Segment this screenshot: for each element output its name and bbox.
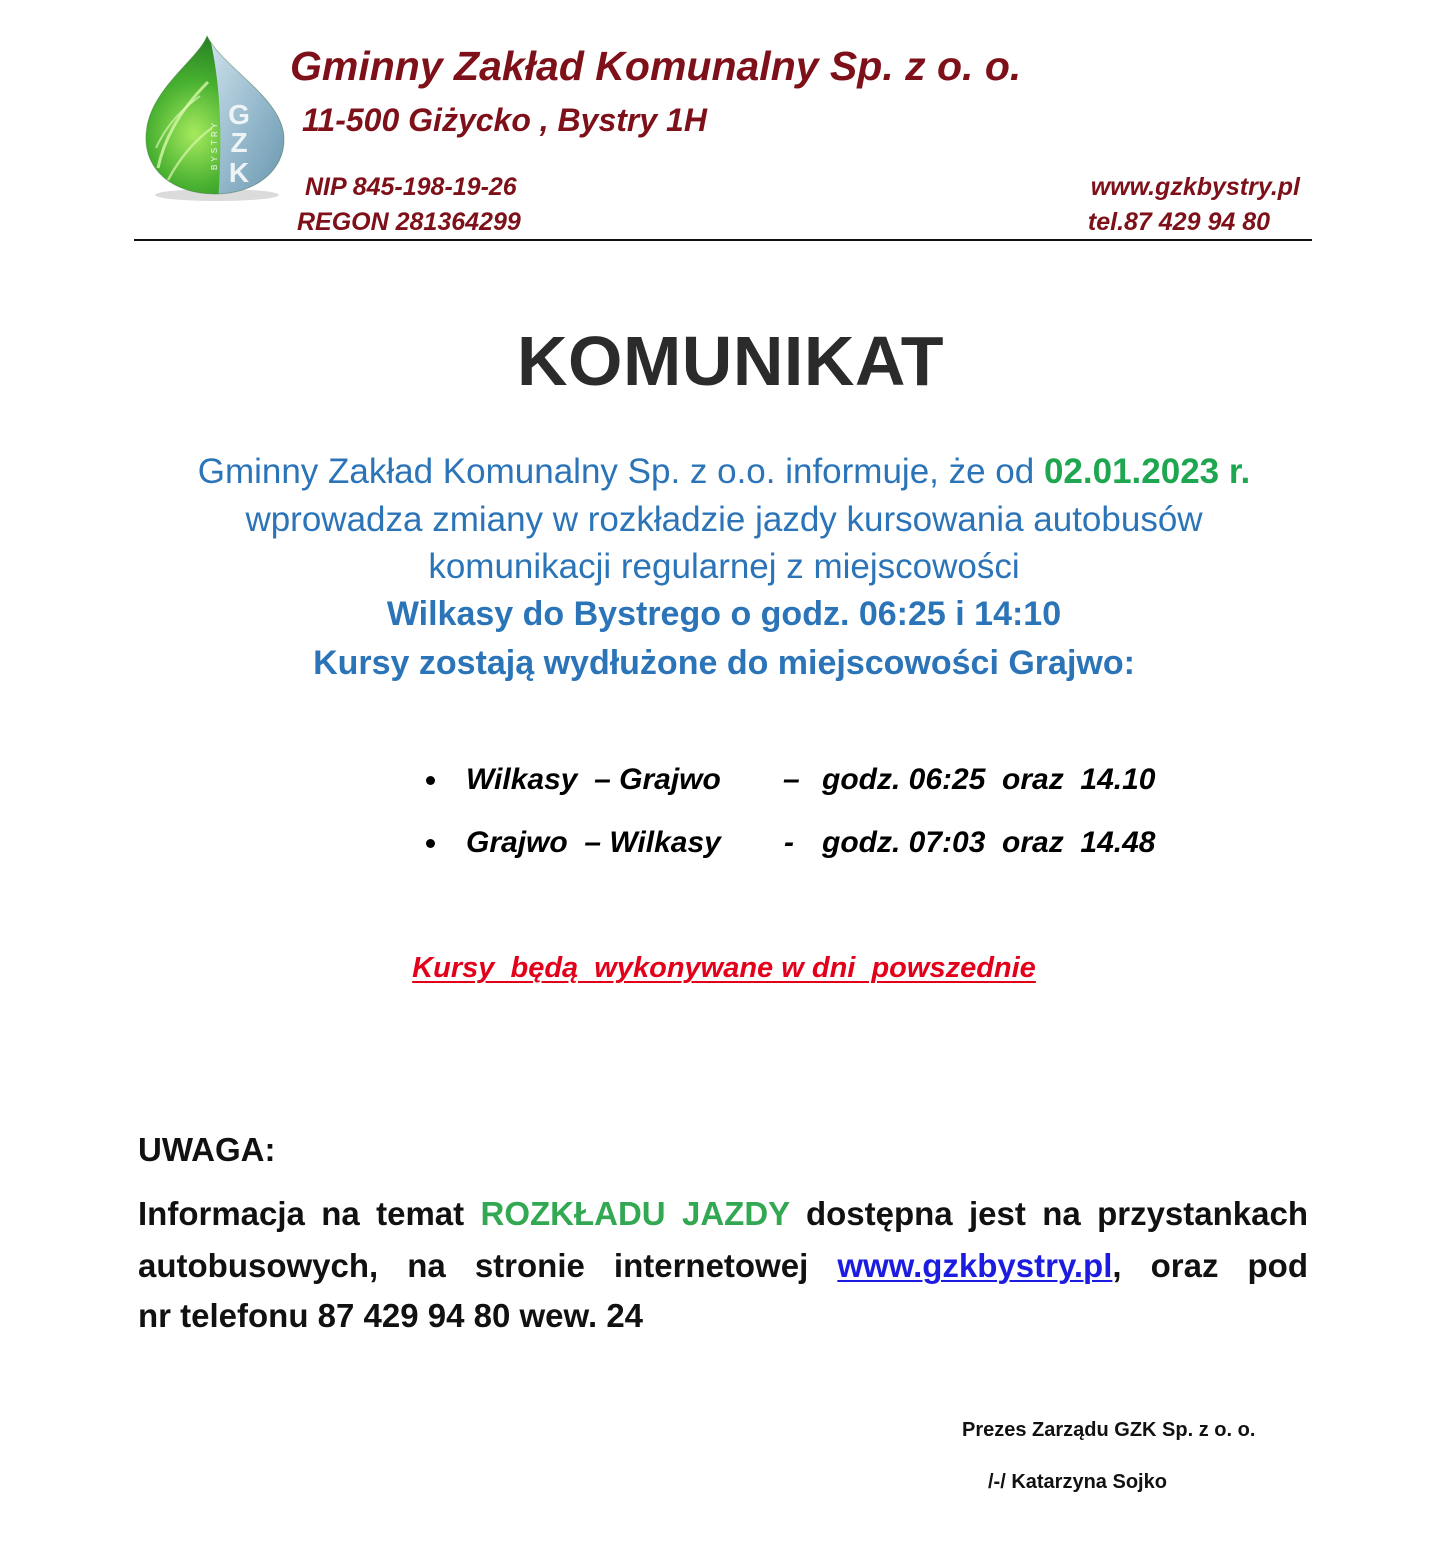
timetable-highlight: ROZKŁADU JAZDY (480, 1195, 790, 1232)
announcement-line-1 (0, 448, 1448, 496)
schedule-separator: – (783, 763, 800, 796)
notice-line-1-after: dostępna jest na przystankach (789, 1195, 1308, 1232)
company-name: Gminny Zakład Komunalny Sp. z o. o. (290, 43, 1022, 89)
notice-line-2 (138, 1240, 1308, 1291)
weekday-note (0, 950, 1448, 986)
page-title: KOMUNIKAT (517, 322, 945, 400)
company-nip: NIP 845-198-19-26 (305, 173, 517, 201)
gzk-logo (138, 30, 293, 202)
company-regon: REGON 281364299 (297, 208, 521, 236)
announcement-line-1-text: Gminny Zakład Komunalny Sp. z o.o. informuje, że od (197, 452, 1044, 491)
logo-letter: Z (230, 127, 248, 158)
announcement-line-2: wprowadza zmiany w rozkładzie jazdy kursowania autobusów (245, 500, 1203, 539)
signature-title: Prezes Zarządu GZK Sp. z o. o. (962, 1419, 1256, 1441)
notice-label: UWAGA: (138, 1131, 276, 1168)
company-phone: tel.87 429 94 80 (1087, 208, 1270, 236)
effective-date: 02.01.2023 r. (1043, 452, 1251, 491)
notice-line-2-before: autobusowych, na stronie internetowej (138, 1247, 838, 1284)
logo-subtitle: BYSTRY (210, 120, 219, 170)
header-divider (134, 239, 1312, 241)
website-link[interactable]: www.gzkbystry.pl (837, 1247, 1113, 1284)
schedule-route: Wilkasy – Grajwo (466, 763, 721, 796)
notice-line-1 (138, 1188, 1308, 1239)
signature-name: /-/ Katarzyna Sojko (988, 1471, 1167, 1493)
schedule-times: godz. 06:25 oraz 14.10 (822, 763, 1156, 796)
logo-letter: G (228, 99, 250, 130)
company-website: www.gzkbystry.pl (1090, 173, 1300, 201)
notice-line-2-after: , oraz pod (1112, 1247, 1308, 1284)
bullet-icon (426, 776, 435, 785)
schedule-separator: - (784, 826, 794, 859)
announcement-line-5: Kursy zostają wydłużone do miejscowości Grajwo: (313, 644, 1135, 682)
schedule-route: Grajwo – Wilkasy (466, 826, 721, 859)
notice-line-1-before: Informacja na temat (138, 1195, 481, 1232)
logo-letter: K (228, 157, 250, 188)
notice-line-3: nr telefonu 87 429 94 80 wew. 24 (138, 1297, 644, 1334)
announcement-line-3: komunikacji regularnej z miejscowości (428, 547, 1020, 586)
announcement-line-4: Wilkasy do Bystrego o godz. 06:25 i 14:10 (386, 595, 1062, 633)
schedule-times: godz. 07:03 oraz 14.48 (822, 826, 1156, 859)
company-address: 11-500 Giżycko , Bystry 1H (302, 102, 707, 138)
weekday-note-text: Kursy będą wykonywane w dni powszednie (412, 952, 1036, 984)
bullet-icon (426, 839, 435, 848)
